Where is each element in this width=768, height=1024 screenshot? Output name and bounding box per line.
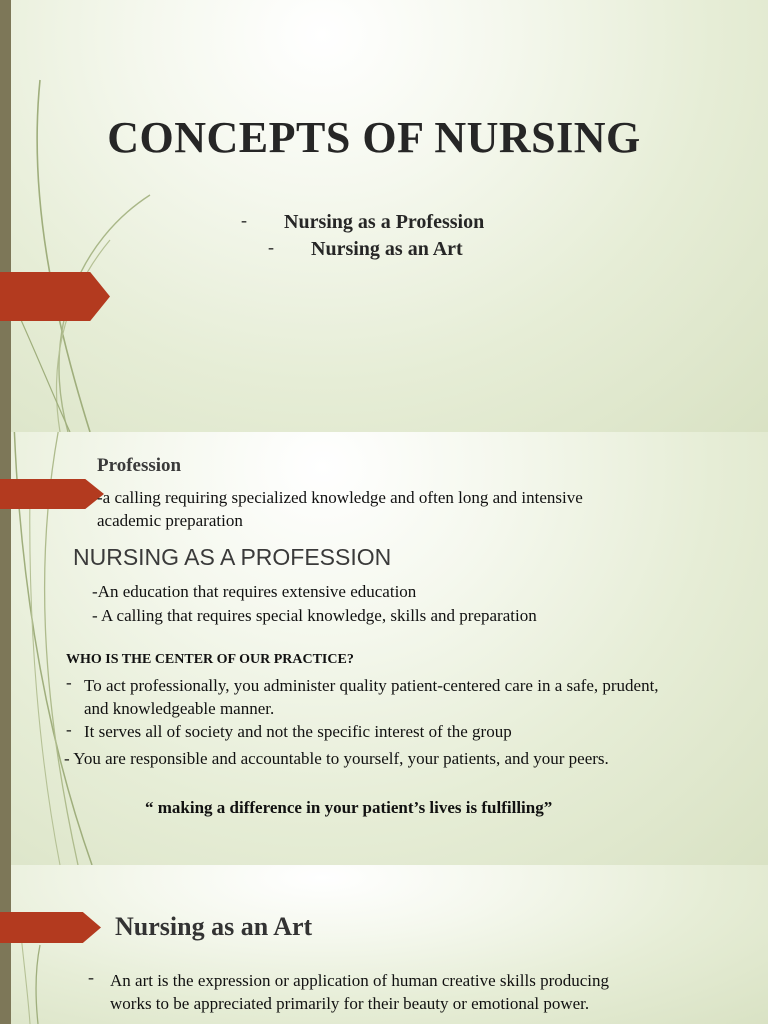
- red-arrow-marker: [0, 912, 101, 943]
- profession-definition-line2: academic preparation: [97, 511, 243, 530]
- profession-definition-line1: -a calling requiring specialized knowledge and often long and intensive: [97, 488, 583, 507]
- bullet-dash: -: [66, 720, 72, 739]
- slide-2: [0, 432, 768, 865]
- slide-1: [0, 0, 768, 432]
- quote: “ making a difference in your patient’s lives is fulfilling”: [145, 798, 553, 817]
- profession-heading: Profession: [97, 455, 182, 476]
- question-heading: WHO IS THE CENTER OF OUR PRACTICE?: [66, 652, 354, 667]
- left-accent-bar: [0, 865, 11, 1024]
- art-definition-line1: An art is the expression or application of human creative skills producing: [110, 971, 610, 990]
- slide-title: CONCEPTS OF NURSING: [107, 113, 641, 162]
- bullet-dash: -: [268, 237, 274, 257]
- point-education: -An education that requires extensive education: [92, 582, 417, 601]
- bullet-dash: -: [88, 967, 94, 987]
- bullet-nursing-profession: Nursing as a Profession: [284, 211, 485, 233]
- decorative-curves: [0, 0, 200, 432]
- slide-title: Nursing as an Art: [115, 912, 313, 941]
- red-arrow-marker: [0, 272, 110, 321]
- bullet-act-professionally-line2: and knowledgeable manner.: [84, 699, 275, 718]
- art-definition-line2: works to be appreciated primarily for their beauty or emotional power.: [110, 994, 590, 1013]
- bullet-nursing-art: Nursing as an Art: [311, 238, 463, 260]
- left-accent-bar: [0, 0, 11, 432]
- bullet-dash: -: [241, 210, 247, 230]
- bullet-dash: -: [66, 673, 72, 692]
- red-arrow-marker: [0, 479, 104, 509]
- bullet-serves-society: It serves all of society and not the specific interest of the group: [84, 722, 512, 741]
- slide-3: [0, 865, 768, 1024]
- point-calling: - A calling that requires special knowledge, skills and preparation: [92, 606, 537, 625]
- bullet-responsible: - You are responsible and accountable to yourself, your patients, and your peers.: [64, 749, 609, 768]
- section-title: NURSING AS A PROFESSION: [73, 544, 392, 570]
- bullet-act-professionally-line1: To act professionally, you administer quality patient-centered care in a safe, prudent,: [84, 676, 659, 695]
